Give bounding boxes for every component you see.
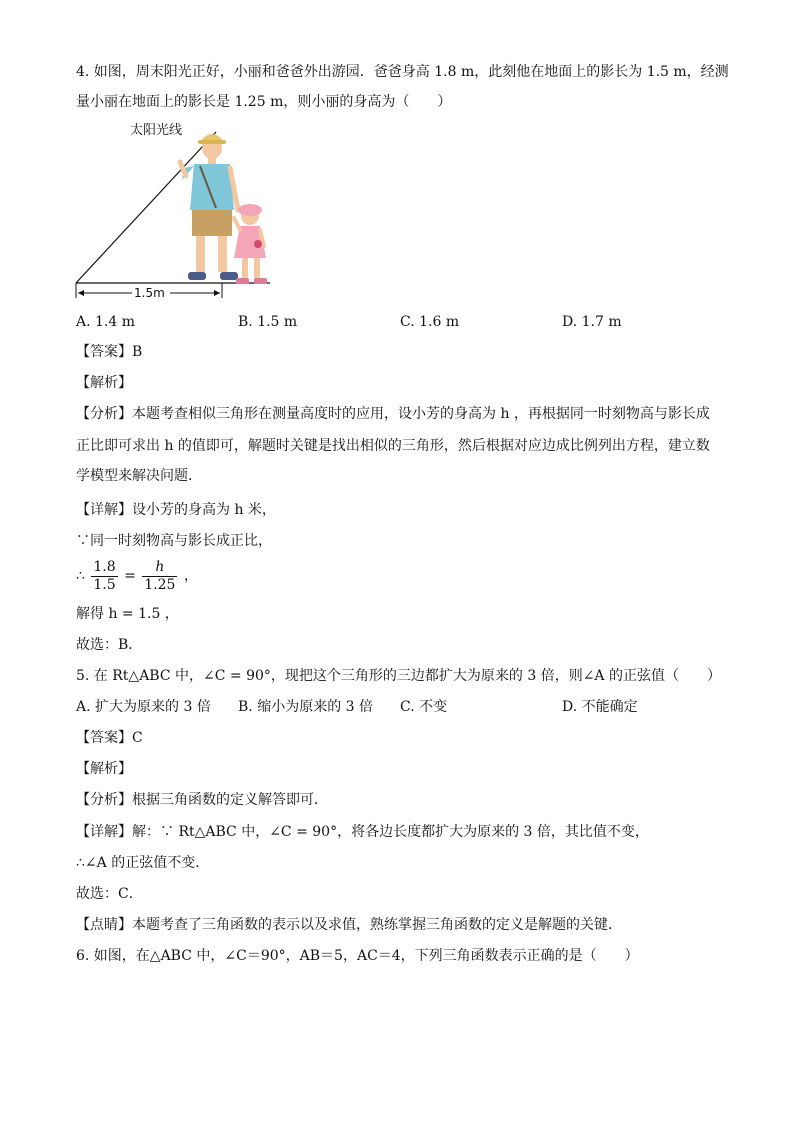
q4-fenxi-line3: 学模型来解决问题． xyxy=(76,468,202,484)
equals-sign: = xyxy=(124,568,136,584)
father-illustration xyxy=(180,134,238,280)
q4-choose: 故选：B． xyxy=(76,637,143,653)
sun-ray-label: 太阳光线 xyxy=(130,123,183,138)
q5-option-a: A. 扩大为原来的 3 倍 xyxy=(76,699,211,715)
q4-solve: 解得 h = 1.5 ， xyxy=(76,606,179,622)
q4-stem-line1: 4. 如图，周末阳光正好，小丽和爸爸外出游园．爸爸身高 1.8 m，此刻他在地面上的影长为 1.5 m，经测 xyxy=(76,64,729,80)
q4-option-c: C. 1.6 m xyxy=(400,314,460,330)
q4-option-a: A. 1.4 m xyxy=(76,314,136,330)
q4-stem-line2: 量小丽在地面上的影长是 1.25 m，则小丽的身高为（ ） xyxy=(76,94,452,110)
fraction-right-denominator: 1.25 xyxy=(144,576,176,593)
q5-therefore: ∴∠A 的正弦值不变． xyxy=(76,855,210,871)
fraction-tail: ， xyxy=(183,568,198,584)
therefore-symbol: ∴ xyxy=(76,568,85,584)
q5-option-d: D. 不能确定 xyxy=(562,699,638,715)
q4-xiangjie: 【详解】设小芳的身高为 h 米， xyxy=(76,502,276,518)
q4-fenxi-line2: 正比即可求出 h 的值即可，解题时关键是找出相似的三角形，然后根据对应边成比例列出方程，建立数 xyxy=(76,438,710,454)
q4-because: ∵同一时刻物高与影长成正比， xyxy=(76,533,272,549)
q5-option-b: B. 缩小为原来的 3 倍 xyxy=(238,699,373,715)
fraction-left-denominator: 1.5 xyxy=(93,576,116,593)
q5-fenxi: 【分析】根据三角函数的定义解答即可． xyxy=(76,792,328,808)
q5-answer: 【答案】C xyxy=(76,730,143,746)
girl-illustration xyxy=(234,204,267,284)
dimension-arrow-left xyxy=(78,290,84,296)
dimension-arrow-right xyxy=(214,290,220,296)
q4-proportion xyxy=(76,556,198,596)
q6-stem: 6. 如图，在△ABC 中，∠C＝90°，AB＝5，AC＝4，下列三角函数表示正确的是（ ） xyxy=(76,948,639,964)
fraction-left xyxy=(91,559,117,594)
shadow-length-label: 1.5m xyxy=(134,286,165,300)
q5-dianjing: 【点睛】本题考查了三角函数的表示以及求值，熟练掌握三角函数的定义是解题的关键． xyxy=(76,917,622,933)
q5-option-c: C. 不变 xyxy=(400,699,448,715)
q4-figure xyxy=(70,118,290,306)
fraction-left-numerator: 1.8 xyxy=(93,558,116,575)
q5-stem: 5. 在 Rt△ABC 中，∠C = 90°，现把这个三角形的三边都扩大为原来的 3 倍，则∠A 的正弦值（ ） xyxy=(76,668,721,684)
fraction-right xyxy=(142,559,177,594)
q4-option-b: B. 1.5 m xyxy=(238,314,298,330)
q4-fenxi-line1: 【分析】本题考查相似三角形在测量高度时的应用，设小芳的身高为 h ，再根据同一时刻物高与影长成 xyxy=(76,406,710,422)
q5-choose: 故选：C． xyxy=(76,886,143,902)
fraction-right-numerator: h xyxy=(142,559,177,577)
q4-answer: 【答案】B xyxy=(76,344,143,360)
q4-option-d: D. 1.7 m xyxy=(562,314,622,330)
q5-analysis-tag: 【解析】 xyxy=(76,761,132,777)
q4-analysis-tag: 【解析】 xyxy=(76,375,132,391)
q5-xiangjie: 【详解】解：∵ Rt△ABC 中，∠C = 90°，将各边长度都扩大为原来的 3 倍，其比值不变， xyxy=(76,824,649,840)
